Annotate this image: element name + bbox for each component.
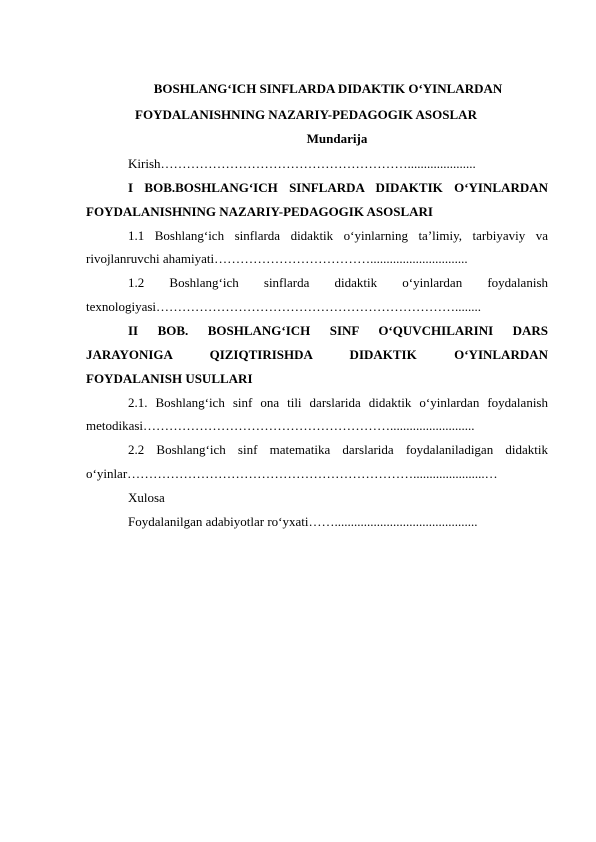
contents-heading: Mundarija	[306, 131, 368, 146]
toc-chapter-1-line-2: FOYDALANISHNING NAZARIY-PEDAGOGIK ASOSLARI	[86, 204, 433, 219]
toc-section-1-1-line-1: 1.1 Boshlang‘ich sinflarda didaktik o‘yinlarning ta’limiy, tarbiyaviy va	[128, 228, 548, 243]
toc-section-1-1-line-2: rivojlanruvchi ahamiyati………………………………..............................	[86, 251, 468, 266]
toc-conclusion: Xulosa	[128, 490, 165, 505]
toc-references: Foydalanilgan adabiyotlar ro‘yxati……............................................	[128, 514, 478, 529]
toc-section-1-2-line-1: 1.2 Boshlang‘ich sinflarda didaktik o‘yinlardan foydalanish	[128, 275, 548, 290]
toc-section-2-2-line-2: o‘yinlar…………………………………………………………......................…	[86, 466, 498, 481]
toc-section-2-2-line-1: 2.2 Boshlang‘ich sinf matematika darslarida foydalaniladigan didaktik	[128, 442, 548, 457]
title-line-2: FOYDALANISHNING NAZARIY-PEDAGOGIK ASOSLAR	[135, 107, 477, 122]
toc-intro: Kirish………………………………………………….....................	[128, 156, 476, 171]
title-line-1: BOSHLANG‘ICH SINFLARDA DIDAKTIK O‘YINLARDAN	[153, 81, 503, 96]
toc-section-2-1-line-1: 2.1. Boshlang‘ich sinf ona tili darslarida didaktik o‘yinlardan foydalanish	[128, 395, 548, 410]
toc-chapter-2-line-1: II BOB. BOSHLANG‘ICH SINF O‘QUVCHILARINI DARS	[128, 323, 548, 338]
toc-chapter-2-line-3: FOYDALANISH USULLARI	[86, 371, 253, 386]
toc-section-2-1-line-2: metodikasi…………………………………………………..........................	[86, 418, 475, 433]
toc-section-1-2-line-2: texnologiyasi……………………………………………………………........	[86, 299, 482, 314]
toc-chapter-2-line-2: JARAYONIGA QIZIQTIRISHDA DIDAKTIK O‘YINLARDAN	[86, 347, 548, 362]
toc-chapter-1-line-1: I BOB.BOSHLANG‘ICH SINFLARDA DIDAKTIK O‘YINLARDAN	[128, 180, 548, 195]
